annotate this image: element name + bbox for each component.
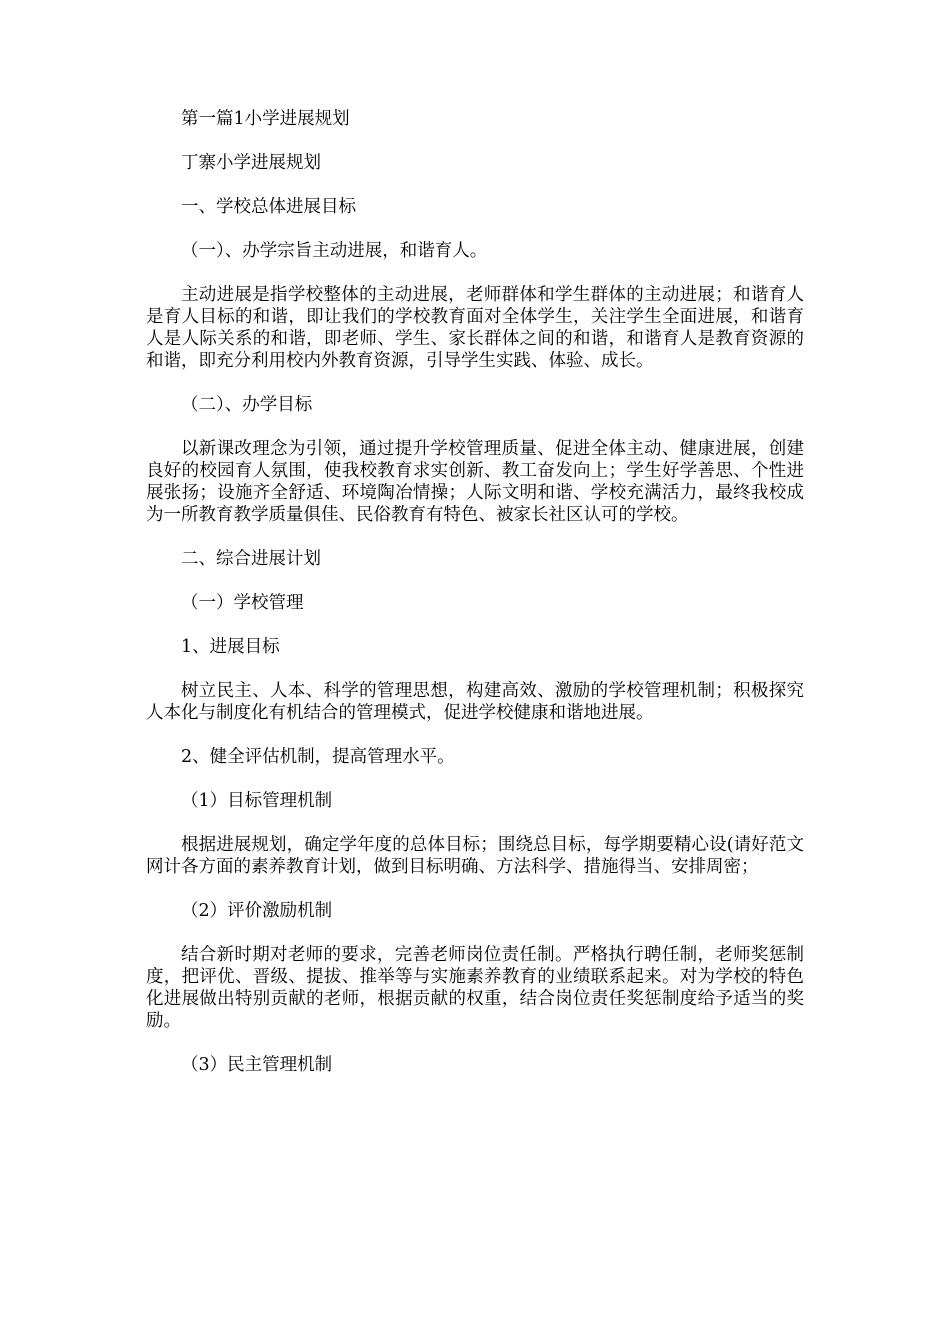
section1-heading: 一、学校总体进展目标: [181, 197, 356, 217]
document-title: 第一篇1小学进展规划: [181, 109, 350, 129]
mechanism2-body: 结合新时期对老师的要求，完善老师岗位责任制。严格执行聘任制，老师奖惩制度，把评优、晋级、提拔、推举等与实施素养教育的业绩联系起来。对为学校的特色化进展做出特别贡献的老师，根据贡献的权重，结合岗位责任奖惩制度给予适当的奖励。: [146, 945, 804, 1031]
school-title: 丁寨小学进展规划: [181, 153, 321, 173]
mechanism1-heading: （1）目标管理机制: [181, 791, 333, 811]
mechanism3-heading: （3）民主管理机制: [181, 1055, 333, 1075]
section1-sub2-body: 以新课改理念为引领，通过提升学校管理质量、促进全体主动、健康进展，创建良好的校园育人氛围，使我校教育求实创新、教工奋发向上；学生好学善思、个性进展张扬；设施齐全舒适、环境陶冶情操；人际文明和谐、学校充满活力，最终我校成为一所教育教学质量俱佳、民俗教育有特色、被家长社区认可的学校。: [146, 439, 804, 525]
section1-sub1-heading: （一）、办学宗旨主动进展，和谐育人。: [181, 241, 488, 261]
item2-heading: 2、健全评估机制，提高管理水平。: [181, 747, 455, 767]
item1-body: 树立民主、人本、科学的管理思想，构建高效、激励的学校管理机制；积极探究人本化与制度化有机结合的管理模式，促进学校健康和谐地进展。: [146, 681, 804, 723]
item1-heading: 1、进展目标: [181, 637, 280, 657]
section2-heading: 二、综合进展计划: [181, 549, 321, 569]
mechanism2-heading: （2）评价激励机制: [181, 901, 333, 921]
document-page: [146, 108, 804, 1076]
mechanism1-body: 根据进展规划，确定学年度的总体目标；围绕总目标，每学期要精心设(请好范文网计各方面的素养教育计划，做到目标明确、方法科学、措施得当、安排周密；: [146, 835, 804, 877]
section1-sub2-heading: （二）、办学目标: [181, 395, 313, 415]
section1-sub1-body: 主动进展是指学校整体的主动进展，老师群体和学生群体的主动进展；和谐育人是育人目标的和谐，即让我们的学校教育面对全体学生，关注学生全面进展，和谐育人是人际关系的和谐，即老师、学生、家长群体之间的和谐，和谐育人是教育资源的和谐，即充分利用校内外教育资源，引导学生实践、体验、成长。: [146, 285, 804, 371]
section2-sub1-heading: （一）学校管理: [181, 593, 304, 613]
